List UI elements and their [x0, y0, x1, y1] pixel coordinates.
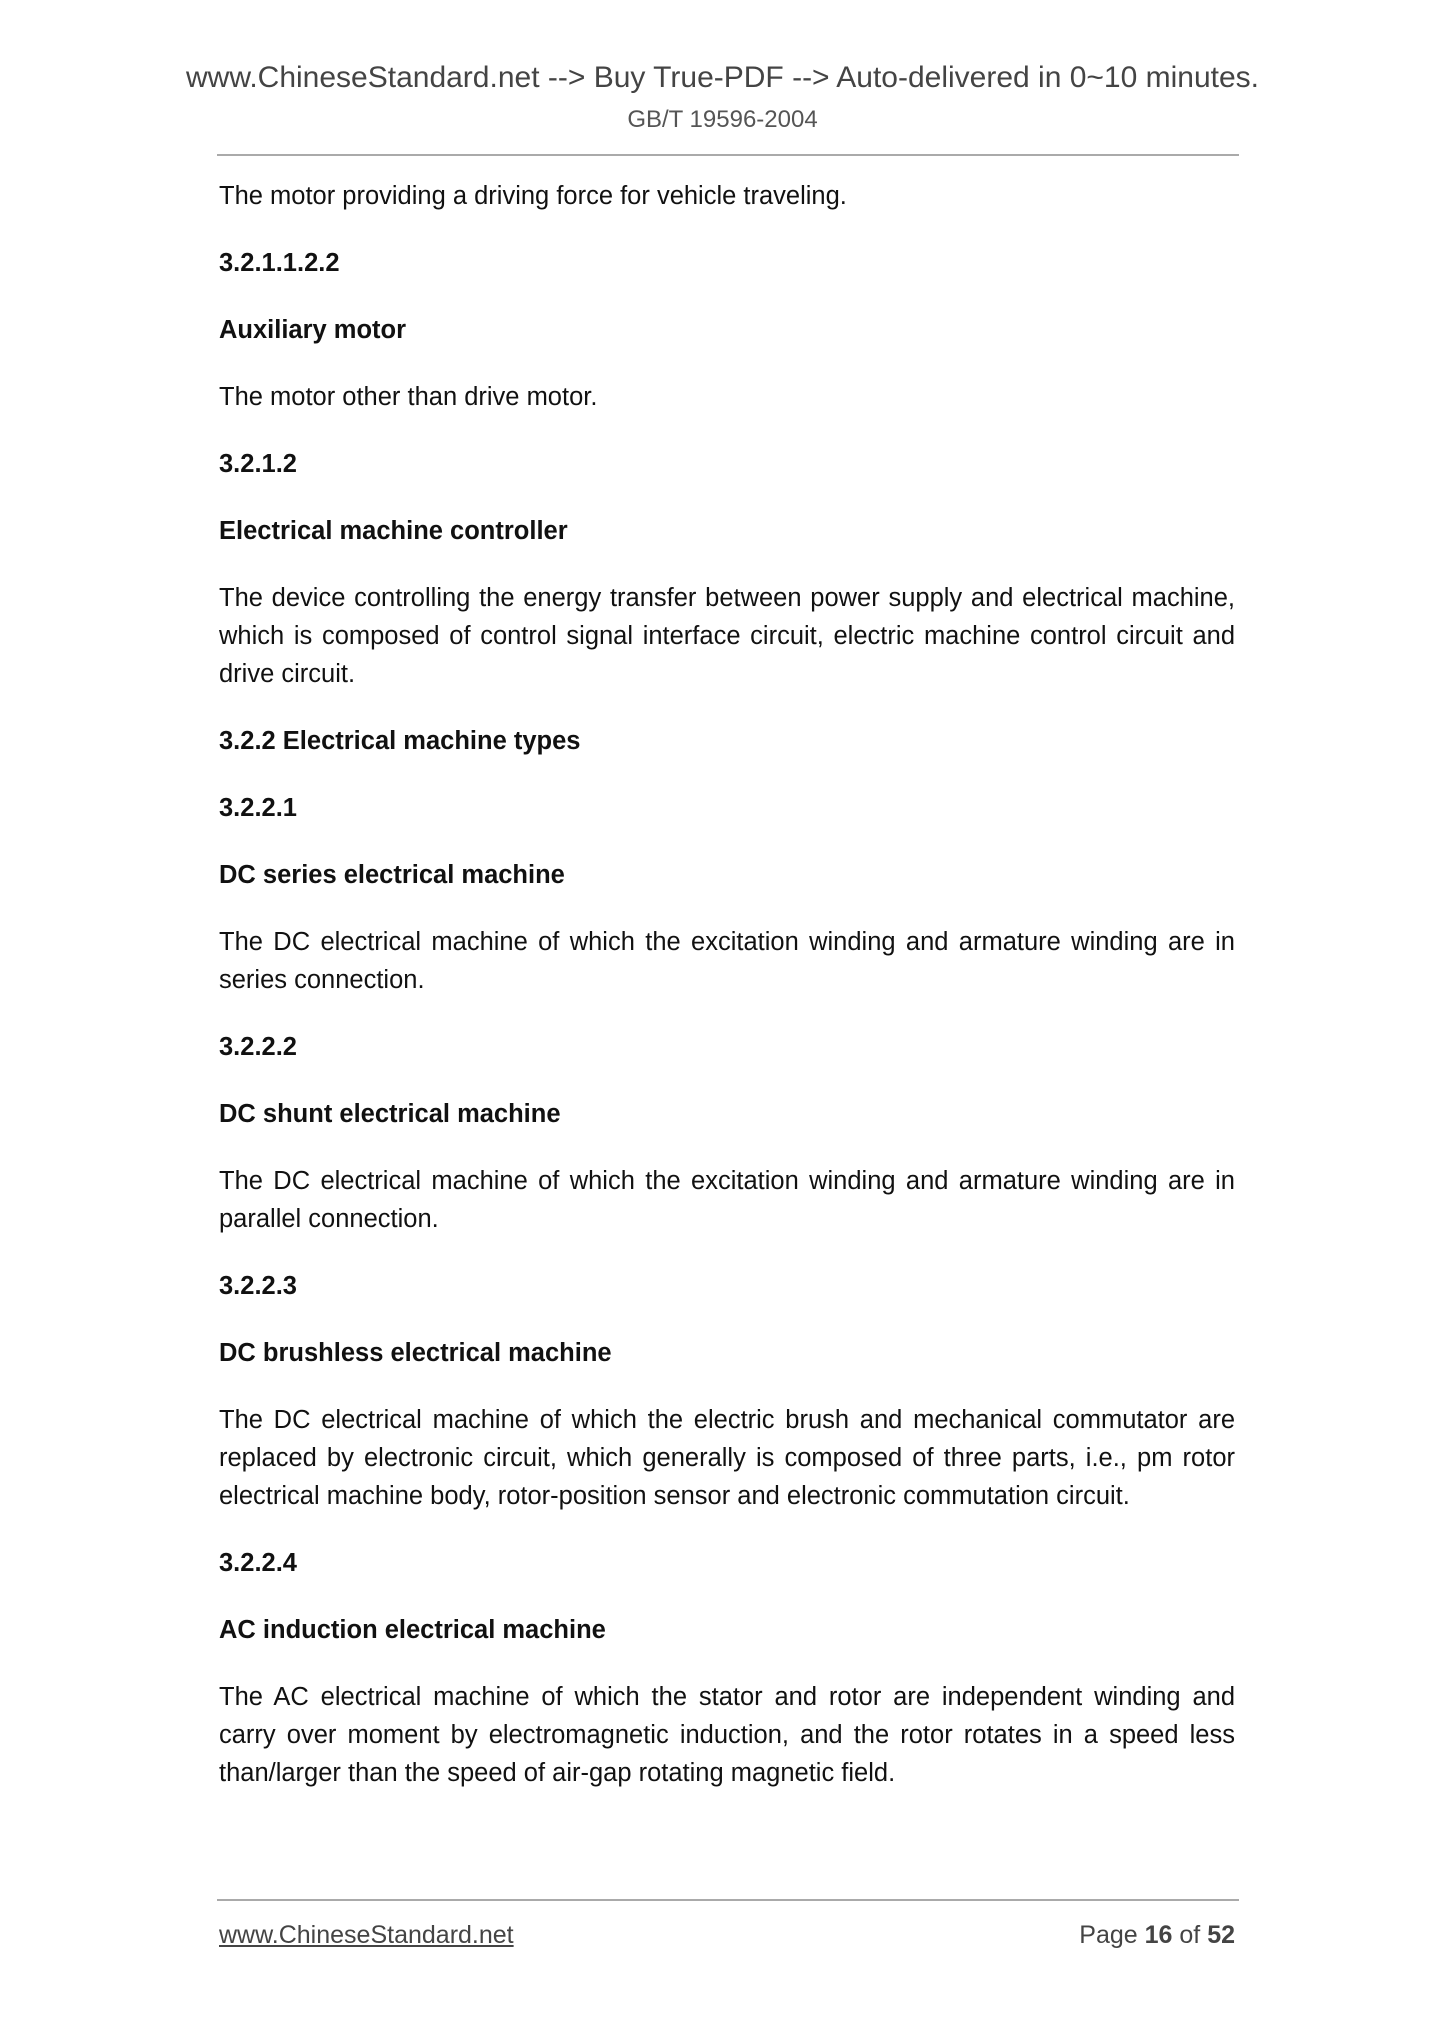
section-heading: 3.2.1.2 [219, 450, 297, 478]
header-divider [217, 154, 1239, 156]
paragraph: The AC electrical machine of which the stator and rotor are independent winding and carry over moment by electromagnetic induction, and the rotor rotates in a speed less than/larger than the speed of air-gap rotating magnetic field. [219, 1683, 1235, 1787]
section-heading: DC series electrical machine [219, 861, 565, 889]
section-heading: 3.2.2.2 [219, 1033, 297, 1061]
section-heading: Electrical machine controller [219, 517, 568, 545]
section-heading: 3.2.1.1.2.2 [219, 249, 340, 277]
section-heading: DC shunt electrical machine [219, 1100, 561, 1128]
page-of: of [1179, 1921, 1201, 1949]
document-body [219, 177, 1235, 1821]
section-heading: 3.2.2.4 [219, 1549, 297, 1577]
header-banner: www.ChineseStandard.net --> Buy True-PDF --> Auto-delivered in 0~10 minutes. [185, 61, 1260, 94]
section-heading: AC induction electrical machine [219, 1616, 606, 1644]
section-heading: DC brushless electrical machine [219, 1339, 612, 1367]
section-heading: Auxiliary motor [219, 316, 407, 344]
section-heading: 3.2.2.1 [219, 794, 297, 822]
page-label: Page [1079, 1921, 1138, 1949]
section-heading: 3.2.2 Electrical machine types [219, 727, 581, 755]
page-total: 52 [1207, 1921, 1235, 1949]
section-heading: 3.2.2.3 [219, 1272, 297, 1300]
page-current: 16 [1144, 1921, 1173, 1949]
paragraph: The DC electrical machine of which the excitation winding and armature winding are in parallel connection. [219, 1167, 1235, 1233]
page-number [1079, 1920, 1235, 1950]
footer-website-link[interactable]: www.ChineseStandard.net [219, 1921, 514, 1949]
footer-divider [217, 1899, 1239, 1901]
paragraph: The DC electrical machine of which the excitation winding and armature winding are in series connection. [219, 928, 1235, 994]
paragraph: The motor providing a driving force for vehicle traveling. [219, 182, 847, 210]
paragraph: The motor other than drive motor. [219, 383, 598, 411]
paragraph: The device controlling the energy transfer between power supply and electrical machine, which is composed of control signal interface circuit, electric machine control circuit and drive circuit. [219, 584, 1235, 688]
document-id: GB/T 19596-2004 [627, 106, 818, 133]
paragraph: The DC electrical machine of which the electric brush and mechanical commutator are replaced by electronic circuit, which generally is composed of three parts, i.e., pm rotor electrical machine body, rotor-position sensor and electronic commutation circuit. [219, 1406, 1235, 1510]
